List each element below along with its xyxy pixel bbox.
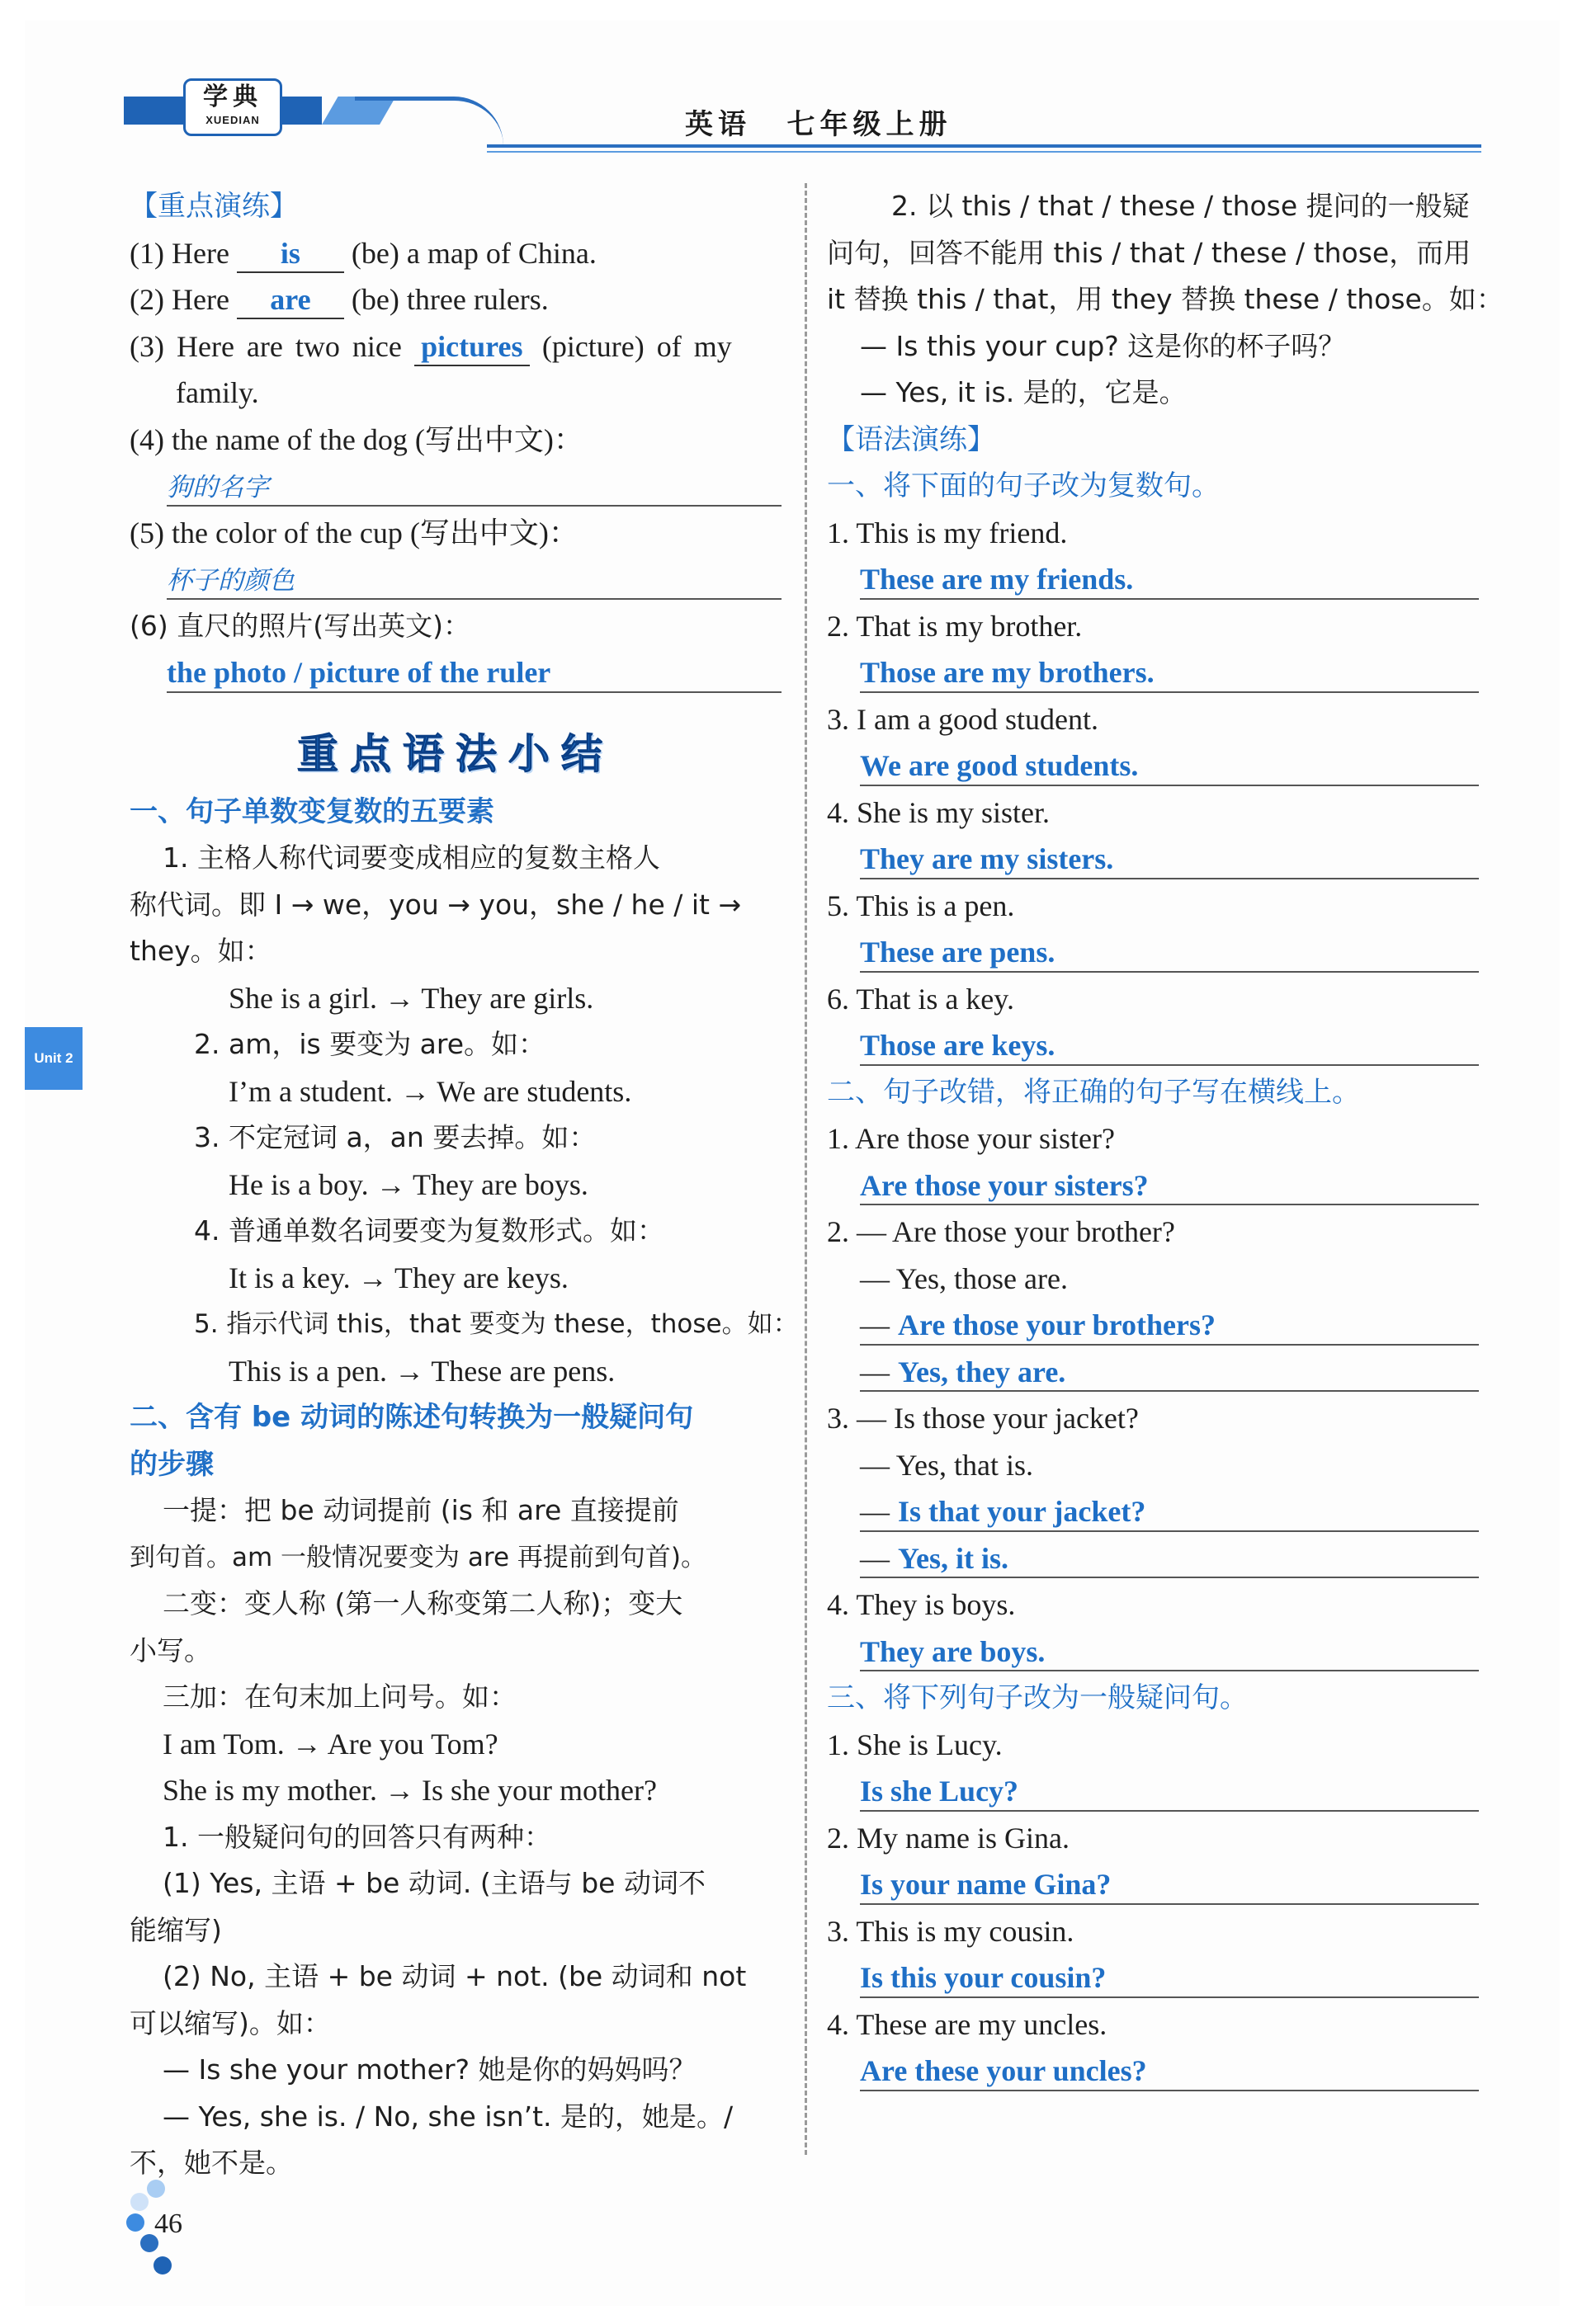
hex-dot-icon: [130, 2193, 149, 2211]
p1-a6: Those are keys.: [860, 1029, 1055, 1062]
p1-a3-line[interactable]: [827, 742, 1479, 790]
p3-a1-line[interactable]: [827, 1768, 1479, 1815]
p3-a3: Is this your cousin?: [860, 1961, 1107, 1994]
sec2-line-15: 不，她不是。: [130, 2147, 293, 2179]
p1-a5-line[interactable]: [827, 929, 1479, 976]
hex-dot-icon: [147, 2180, 165, 2198]
q6-prompt: (6) 直尺的照片(写出英文)：: [130, 609, 470, 642]
right-column: [827, 183, 1504, 2095]
p1-q4: 4. She is my sister.: [827, 795, 1051, 829]
logo-text-cn: 学典: [203, 83, 262, 111]
p1-a6-line[interactable]: [827, 1022, 1479, 1069]
p2-q3: 3. — Is those your jacket?: [827, 1402, 1139, 1435]
sec2-example-4: — Yes, she is. / No, she isn’t. 是的，她是。/: [163, 2100, 734, 2133]
p1-a4-line[interactable]: [827, 836, 1479, 883]
sec1-line-7: 3. 不定冠词 a，an 要去掉。如：: [194, 1121, 597, 1153]
header-curve: [355, 97, 503, 154]
sec2-line-3: 二变：变人称 (第一人称变第二人称)；变大: [163, 1587, 683, 1619]
header-rule-thin: [487, 151, 1481, 153]
p2-a1-line[interactable]: [827, 1162, 1479, 1209]
drill-title: 【重点演练】: [130, 190, 298, 223]
sec1-line-3: they。如：: [130, 935, 272, 967]
grammar-drill-title: 【语法演练】: [827, 422, 995, 456]
q3-prefix: (3) Here are two nice: [130, 329, 402, 363]
p2-a4-line[interactable]: [827, 1629, 1479, 1676]
p1-q5: 5. This is a pen.: [827, 889, 1015, 922]
q4-answer: 狗的名字: [167, 473, 269, 502]
page-number: 46: [154, 2209, 182, 2239]
p3-a2-line[interactable]: [827, 1861, 1479, 1908]
p2-q4: 4. They is boys.: [827, 1588, 1016, 1621]
drill-q6: [130, 603, 782, 650]
intro-example-1: — Is this your cup? 这是你的杯子吗？: [860, 329, 1346, 362]
left-column: [130, 183, 799, 2187]
p2-q3-reply: — Yes, that is.: [860, 1448, 1034, 1482]
q1-suffix: (be) a map of China.: [351, 236, 597, 270]
sec1-example-3: He is a boy. → They are boys.: [229, 1167, 588, 1201]
q6-answer: the photo / picture of the ruler: [167, 656, 551, 689]
p2-a2-line2[interactable]: [827, 1349, 1479, 1396]
p2-q2-reply: — Yes, those are.: [860, 1261, 1068, 1295]
p2-q2: 2. — Are those your brother?: [827, 1215, 1175, 1248]
section2-title-1: 二、含有 be 动词的陈述句转换为一般疑问句: [130, 1401, 694, 1434]
sec2-line-11: (2) No, 主语 + be 动词 + not. (be 动词和 not: [163, 1960, 747, 1992]
p2-a3-line1[interactable]: [827, 1488, 1479, 1535]
p2-a2-line1[interactable]: [827, 1302, 1479, 1349]
intro-line-3: it 替换 this / that，用 they 替换 these / those。如：: [827, 283, 1504, 315]
intro-line-2: 问句，回答不能用 this / that / these / those，而用: [827, 236, 1471, 269]
p2-a1: Are those your sisters?: [860, 1168, 1149, 1202]
header-rule: [487, 144, 1481, 148]
p1-q6: 6. That is a key.: [827, 982, 1014, 1016]
part1-title: 一、将下面的句子改为复数句。: [827, 469, 1220, 502]
drill-q5: (5) the color of the cup (写出中文)：: [130, 516, 578, 549]
p1-q3: 3. I am a good student.: [827, 702, 1098, 736]
sec2-example-3: — Is she your mother? 她是你的妈妈吗？: [163, 2053, 697, 2086]
p1-q2: 2. That is my brother.: [827, 609, 1083, 643]
p2-a4: They are boys.: [860, 1634, 1046, 1668]
p2-a2-first: Are those your brothers?: [898, 1308, 1216, 1341]
q2-prefix: (2) Here: [130, 283, 229, 316]
part2-title: 二、句子改错，将正确的句子写在横线上。: [827, 1075, 1360, 1109]
column-divider: [805, 183, 807, 2155]
p1-a4: They are my sisters.: [860, 842, 1114, 875]
p3-a4-line[interactable]: [827, 2048, 1479, 2095]
sec2-line-5: 三加：在句末加上问号。如：: [163, 1681, 517, 1713]
p3-a2: Is your name Gina?: [860, 1868, 1112, 1901]
part3-title: 三、将下列句子改为一般疑问句。: [827, 1681, 1248, 1714]
intro-example-2: — Yes, it is. 是的，它是。: [860, 376, 1187, 408]
p1-q1: 1. This is my friend.: [827, 516, 1068, 549]
p2-q1: 1. Are those your sister?: [827, 1122, 1115, 1155]
sec1-example-5: This is a pen. → These are pens.: [229, 1354, 616, 1388]
q1-prefix: (1) Here: [130, 236, 229, 270]
p1-a5: These are pens.: [860, 936, 1055, 969]
grammar-summary-title: 重点语法小结: [297, 729, 614, 778]
unit-side-tab: Unit 2: [25, 1027, 83, 1090]
p2-a3-second: Yes, it is.: [898, 1541, 1008, 1575]
hex-dot-icon: [126, 2213, 144, 2232]
q2-suffix: (be) three rulers.: [351, 283, 549, 316]
p1-a1-line[interactable]: [827, 556, 1479, 603]
sec2-line-12: 可以缩写)。如：: [130, 2006, 331, 2039]
sec2-line-2: 到句首。am 一般情况要变为 are 再提前到句首)。: [130, 1542, 706, 1572]
p3-q2: 2. My name is Gina.: [827, 1821, 1070, 1855]
dash-mark: —: [860, 1541, 890, 1575]
sec2-line-10: 能缩写): [130, 1913, 222, 1946]
drill-q3-cont: family.: [176, 376, 259, 409]
p3-a1: Is she Lucy?: [860, 1775, 1019, 1808]
drill-q3: [130, 323, 782, 370]
sec2-line-1: 一提：把 be 动词提前 (is 和 are 直接提前: [163, 1494, 679, 1526]
p3-q1: 1. She is Lucy.: [827, 1728, 1003, 1761]
dash-mark: —: [860, 1355, 890, 1388]
hex-dot-icon: [153, 2256, 172, 2275]
p3-a4: Are these your uncles?: [860, 2054, 1147, 2087]
p3-q3: 3. This is my cousin.: [827, 1914, 1074, 1948]
intro-line-1: 2. 以 this / that / these / those 提问的一般疑: [891, 190, 1470, 222]
p2-a3-first: Is that your jacket?: [898, 1495, 1146, 1528]
drill-q4: (4) the name of the dog (写出中文)：: [130, 422, 583, 456]
sec2-example-2: She is my mother. → Is she your mother?: [163, 1774, 657, 1807]
q3-suffix: (picture) of my: [541, 329, 732, 363]
q1-answer-blank[interactable]: is: [237, 235, 344, 273]
sec2-line-4: 小写。: [130, 1633, 211, 1666]
p3-q4: 4. These are my uncles.: [827, 2007, 1107, 2041]
p2-a3-line2[interactable]: [827, 1535, 1479, 1582]
sec1-line-11: 5. 指示代词 this，that 要变为 these，those。如：: [194, 1309, 799, 1339]
p2-a2-second: Yes, they are.: [898, 1355, 1066, 1388]
sec1-line-5: 2. am，is 要变为 are。如：: [194, 1028, 546, 1060]
sec1-example-1: She is a girl. → They are girls.: [229, 981, 594, 1015]
p1-a2: Those are my brothers.: [860, 656, 1155, 689]
sec1-example-2: I’m a student. → We are students.: [229, 1074, 632, 1108]
p1-a2-line[interactable]: [827, 649, 1479, 696]
q2-answer-blank[interactable]: are: [237, 281, 344, 319]
p3-a3-line[interactable]: [827, 1954, 1479, 2001]
p1-a3: We are good students.: [860, 749, 1139, 782]
dash-mark: —: [860, 1495, 890, 1528]
q3-answer-blank[interactable]: pictures: [414, 328, 530, 366]
section1-title: 一、句子单数变复数的五要素: [130, 794, 494, 828]
section2-title-2: 的步骤: [130, 1447, 214, 1481]
book-title: 英语 七年级上册: [685, 110, 952, 140]
sec1-line-1: 1. 主格人称代词要变成相应的复数主格人: [163, 841, 660, 874]
q5-answer: 杯子的颜色: [167, 566, 295, 596]
sec1-line-9: 4. 普通单数名词要变为复数形式。如：: [194, 1214, 664, 1247]
drill-q1: [130, 230, 782, 277]
sec1-line-2: 称代词。即 I → we，you → you，she / he / it →: [130, 888, 742, 921]
page-header: [124, 78, 1481, 153]
sec1-example-4: It is a key. → They are keys.: [229, 1261, 569, 1294]
sec2-line-8: 1. 一般疑问句的回答只有两种：: [163, 1820, 551, 1853]
dash-mark: —: [860, 1308, 890, 1341]
q5-answer-line[interactable]: [130, 556, 782, 603]
sec2-example-1: I am Tom. → Are you Tom?: [163, 1727, 498, 1761]
sec2-line-9: (1) Yes, 主语 + be 动词. (主语与 be 动词不: [163, 1867, 706, 1899]
drill-q2: [130, 276, 782, 323]
q6-answer-line[interactable]: [130, 649, 782, 696]
xuedian-logo: [183, 78, 282, 136]
q4-answer-line[interactable]: [130, 463, 782, 510]
p1-a1: These are my friends.: [860, 563, 1134, 596]
logo-text-en: XUEDIAN: [205, 114, 260, 126]
